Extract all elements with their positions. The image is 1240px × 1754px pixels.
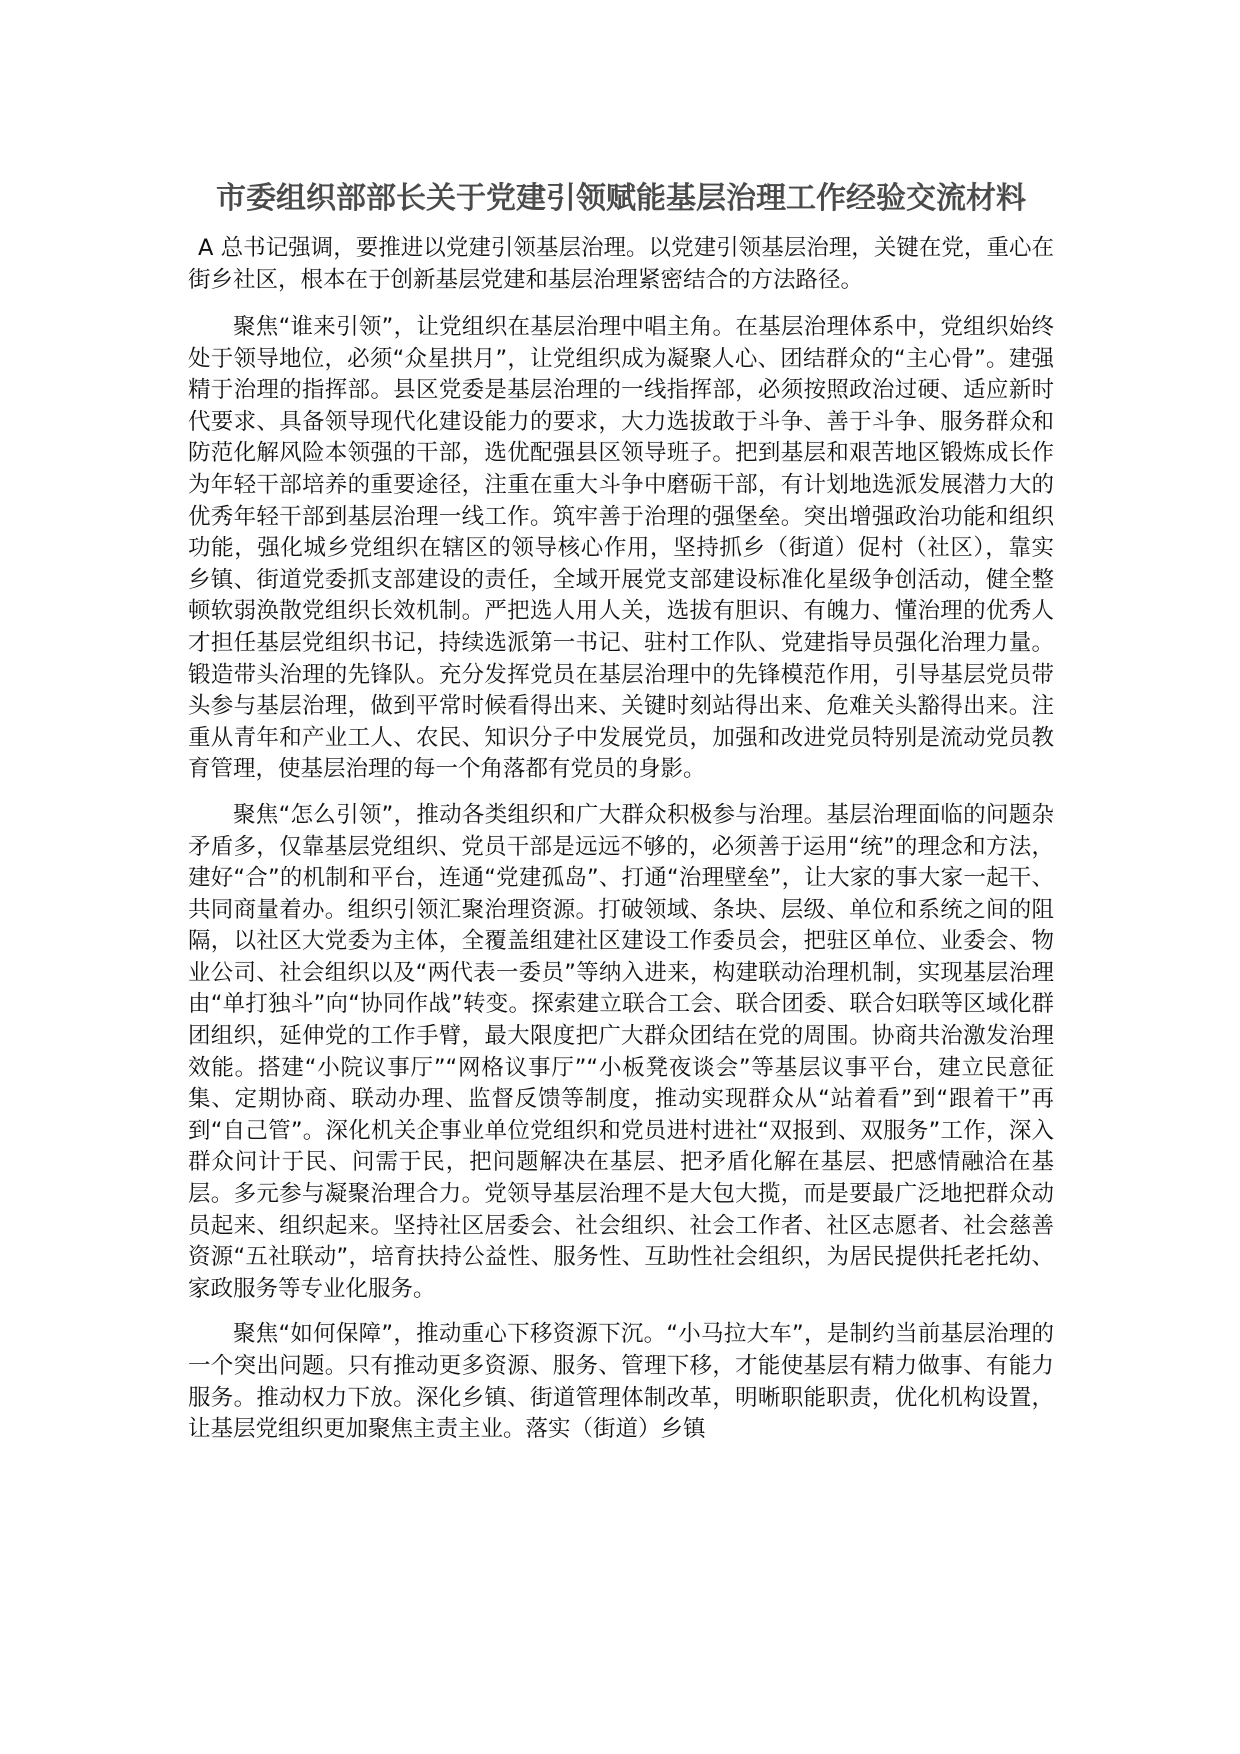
document-title: 市委组织部部长关于党建引领赋能基层治理工作经验交流材料	[216, 181, 1026, 216]
paragraph-intro: A 总书记强调，要推进以党建引领基层治理。以党建引领基层治理，关键在党，重心在街乡社区，根本在于创新基层党建和基层治理紧密结合的方法路径。	[188, 235, 1054, 293]
paragraph-how-to-lead: 聚焦“怎么引领”，推动各类组织和广大群众积极参与治理。基层治理面临的问题杂矛盾多，仅靠基层党组织、党员干部是远远不够的，必须善于运用“统”的理念和方法，建好“合”的机制和平台，连通“党建孤岛”、打通“治理壁垒”，让大家的事大家一起干、共同商量着办。组织引领汇聚治理资源。打破领域、条块、层级、单位和系统之间的阻隔，以社区大党委为主体，全覆盖组建社区建设工作委员会，把驻区单位、业委会、物业公司、社会组织以及“两代表一委员”等纳入进来，构建联动治理机制，实现基层治理由“单打独斗”向“协同作战”转变。探索建立联合工会、联合团委、联合妇联等区域化群团组织，延伸党的工作手臂，最大限度把广大群众团结在党的周围。协商共治激发治理效能。搭建“小院议事厅”“网格议事厅”“小板凳夜谈会”等基层议事平台，建立民意征集、定期协商、联动办理、监督反馈等制度，推动实现群众从“站着看”到“跟着干”再到“自己管”。深化机关企事业单位党组织和党员进村进社“双报到、双服务”工作，深入群众问计于民、问需于民，把问题解决在基层、把矛盾化解在基层、把感情融洽在基层。多元参与凝聚治理合力。党领导基层治理不是大包大揽，而是要最广泛地把群众动员起来、组织起来。坚持社区居委会、社会组织、社会工作者、社区志愿者、社会慈善资源“五社联动”，培育扶持公益性、服务性、互助性社会组织，为居民提供托老托幼、家政服务等专业化服务。	[188, 801, 1054, 1302]
paragraph-who-leads: 聚焦“谁来引领”，让党组织在基层治理中唱主角。在基层治理体系中，党组织始终处于领导地位，必须“众星拱月”，让党组织成为凝聚人心、团结群众的“主心骨”。建强精于治理的指挥部。县区党委是基层治理的一线指挥部，必须按照政治过硬、适应新时代要求、具备领导现代化建设能力的要求，大力选拔敢于斗争、善于斗争、服务群众和防范化解风险本领强的干部，选优配强县区领导班子。把到基层和艰苦地区锻炼成长作为年轻干部培养的重要途径，注重在重大斗争中磨砺干部，有计划地选派发展潜力大的优秀年轻干部到基层治理一线工作。筑牢善于治理的强堡垒。突出增强政治功能和组织功能，强化城乡党组织在辖区的领导核心作用，坚持抓乡（街道）促村（社区），靠实乡镇、街道党委抓支部建设的责任，全域开展党支部建设标准化星级争创活动，健全整顿软弱涣散党组织长效机制。严把选人用人关，选拔有胆识、有魄力、懂治理的优秀人才担任基层党组织书记，持续选派第一书记、驻村工作队、党建指导员强化治理力量。锻造带头治理的先锋队。充分发挥党员在基层治理中的先锋模范作用，引导基层党员带头参与基层治理，做到平常时候看得出来、关键时刻站得出来、危难关头豁得出来。注重从青年和产业工人、农民、知识分子中发展党员，加强和改进党员特别是流动党员教育管理，使基层治理的每一个角落都有党员的身影。	[188, 314, 1054, 783]
document-page	[188, 176, 1054, 1460]
paragraph-how-to-guarantee: 聚焦“如何保障”，推动重心下移资源下沉。“小马拉大车”，是制约当前基层治理的一个突出问题。只有推动更多资源、服务、管理下移，才能使基层有精力做事、有能力服务。推动权力下放。深化乡镇、街道管理体制改革，明晰职能职责，优化机构设置，让基层党组织更加聚焦主责主业。落实（街道）乡镇	[188, 1321, 1054, 1443]
